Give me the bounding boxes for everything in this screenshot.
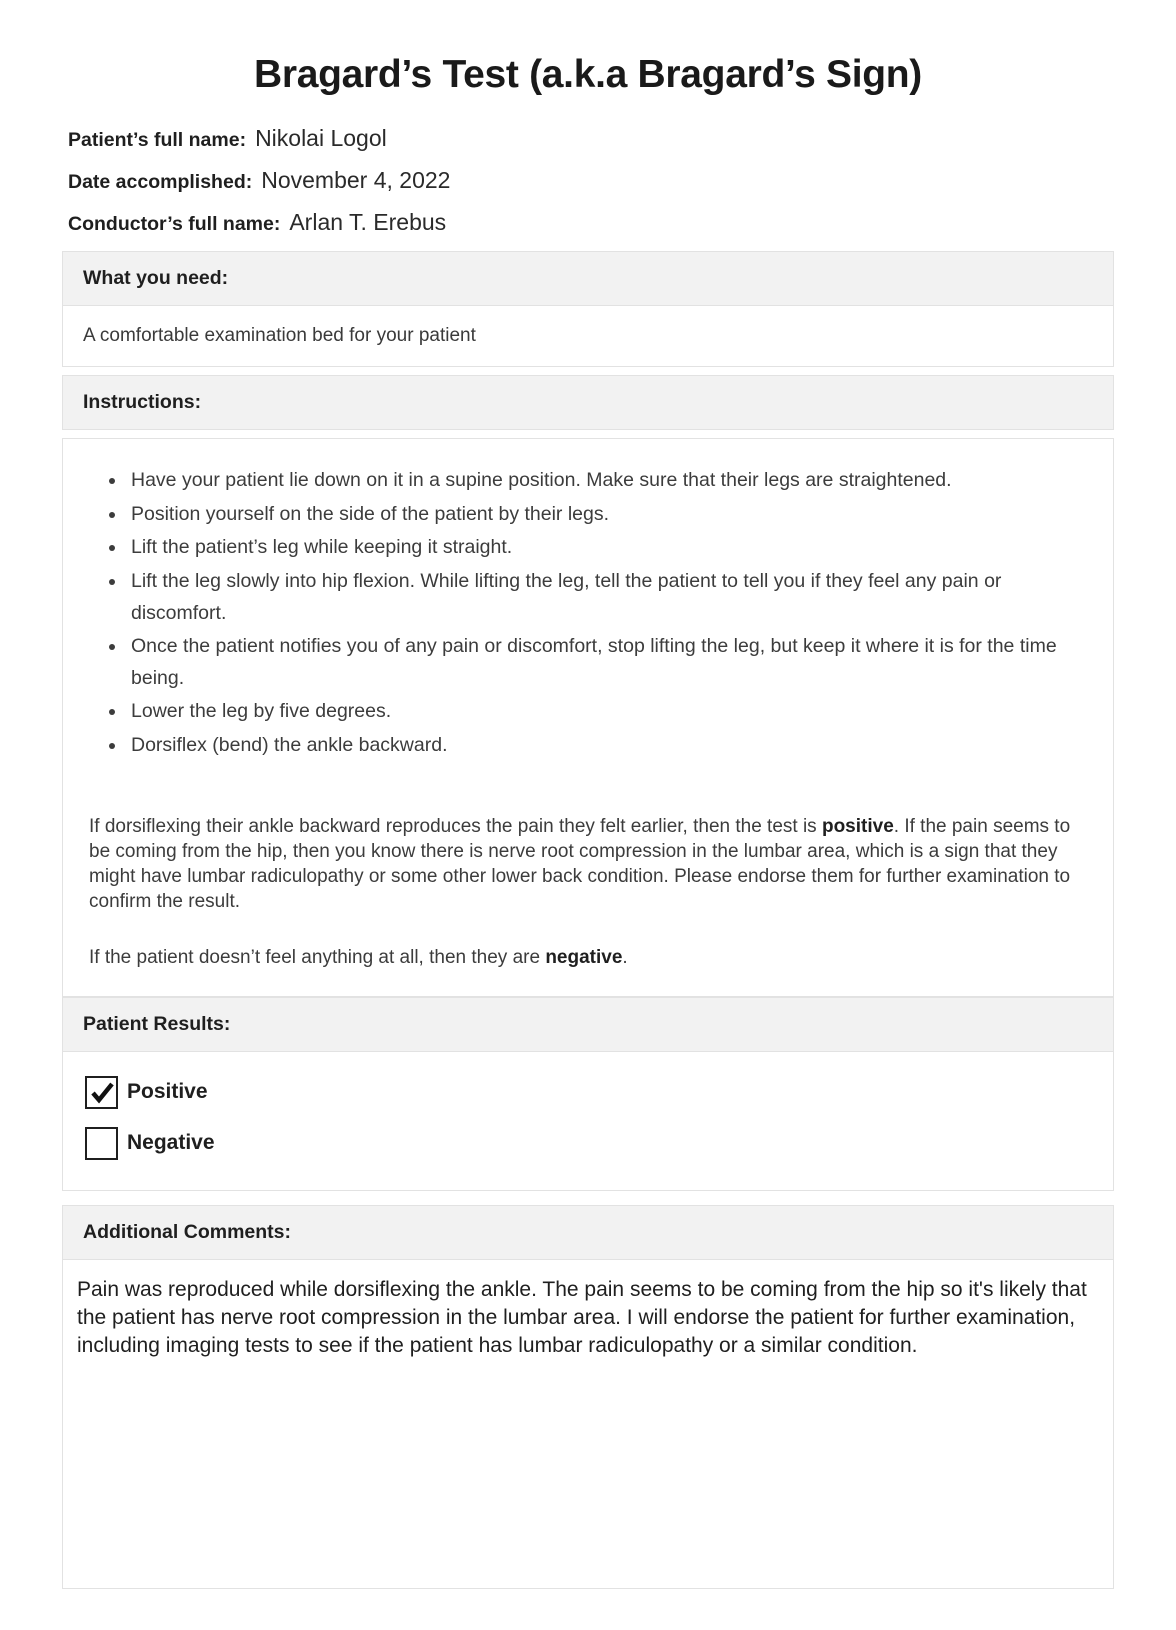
instructions-body [62,438,1114,997]
patient-name-label: Patient’s full name: [68,128,247,151]
date-accomplished-value[interactable]: November 4, 2022 [261,166,451,193]
positive-paragraph-before: If dorsiflexing their ankle backward reproduces the pain they felt earlier, then the test is [89,815,822,837]
list-item: Lift the leg slowly into hip flexion. While lifting the leg, tell the patient to tell you if they feel any pain or discomfort. [131,566,1087,629]
positive-checkbox[interactable] [85,1076,118,1109]
negative-emphasis: negative [545,946,623,968]
what-you-need-heading: What you need: [62,251,1114,305]
additional-comments-section [62,1205,1114,1589]
patient-name-row [68,125,1176,153]
patient-meta-block [0,125,1176,237]
what-you-need-text: A comfortable examination bed for your patient [62,305,1114,368]
instructions-heading: Instructions: [62,375,1114,430]
negative-result-paragraph [89,945,1087,970]
patient-results-body [62,1051,1114,1191]
patient-name-value[interactable]: Nikolai Logol [255,124,387,151]
list-item: Lift the patient’s leg while keeping it straight. [131,532,1087,564]
result-option-positive[interactable] [85,1076,1089,1109]
list-item: Dorsiflex (bend) the ankle backward. [131,730,1087,762]
patient-results-section [62,997,1114,1191]
conductor-name-value[interactable]: Arlan T. Erebus [289,208,447,235]
conductor-name-row [68,209,1176,237]
positive-result-paragraph [89,814,1087,915]
date-accomplished-label: Date accomplished: [68,170,253,193]
additional-comments-text: Pain was reproduced while dorsiflexing the ankle. The pain seems to be coming from the hip so it's likely that the patient has nerve root compression in the lumbar area. I will endorse the patient for further examination, including imaging tests to see if the patient has lumbar radiculopathy or a similar condition. [77,1277,1087,1357]
what-you-need-section [62,251,1114,368]
negative-checkbox-label: Negative [127,1131,215,1155]
negative-paragraph-before: If the patient doesn’t feel anything at all, then they are [89,946,546,968]
additional-comments-body[interactable] [62,1259,1114,1589]
instructions-section [62,375,1114,997]
instructions-list [89,465,1087,761]
positive-checkbox-label: Positive [127,1080,208,1104]
date-accomplished-row [68,167,1176,195]
list-item: Position yourself on the side of the patient by their legs. [131,499,1087,531]
positive-paragraph-after: . If the pain seems to be coming from the hip, then you know there is nerve root compression in the lumbar area, which is a sign that they might have lumbar radiculopathy or some other lower back condition. Please endorse them for further examination to confirm the result. [89,815,1071,913]
negative-paragraph-after: . [622,946,628,968]
list-item: Once the patient notifies you of any pain or discomfort, stop lifting the leg, but keep it where it is for the time being. [131,631,1087,694]
page-title: Bragard’s Test (a.k.a Bragard’s Sign) [254,53,922,96]
positive-emphasis: positive [821,815,894,837]
negative-checkbox[interactable] [85,1127,118,1160]
patient-results-heading: Patient Results: [62,997,1114,1051]
list-item: Have your patient lie down on it in a supine position. Make sure that their legs are straightened. [131,465,1087,497]
conductor-name-label: Conductor’s full name: [68,212,281,235]
checkmark-icon [90,1081,115,1106]
additional-comments-heading: Additional Comments: [62,1205,1114,1259]
result-option-negative[interactable] [85,1127,1089,1160]
list-item: Lower the leg by five degrees. [131,696,1087,728]
